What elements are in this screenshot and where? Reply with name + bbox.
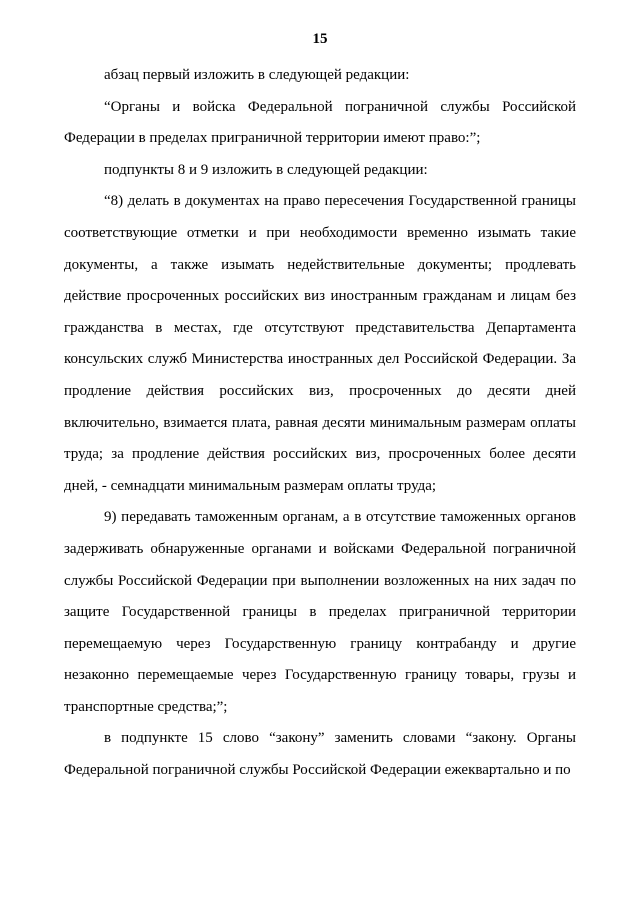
paragraph-abzac-instruction: абзац первый изложить в следующей редакции: xyxy=(104,67,410,83)
paragraph-podpunkty-instruction: подпункты 8 и 9 изложить в следующей редакции: xyxy=(104,161,428,178)
document-body xyxy=(64,60,576,787)
page-number: 15 xyxy=(312,31,328,47)
paragraph-item-9: 9) передавать таможенным органам, а в отсутствие таможенных органов задерживать обнаруженные органами и войсками Федеральной пограничной службы Российской Федерации при выполнении возложенных на них задач по защите Государственной границы в пределах приграничной территории перемещаемую через Государственную границу контрабанду и другие незаконно перемещаемые через Государственную границу товары, грузы и транспортные средства;”; xyxy=(64,509,576,715)
paragraph-organy-pravo: “Органы и войска Федеральной пограничной службы Российской Федерации в пределах приграничной территории имеют право:”; xyxy=(64,98,576,147)
paragraph-podpunkt-15: в подпункте 15 слово “закону” заменить словами “закону. Органы Федеральной пограничной службы Российской Федерации ежеквартально и по xyxy=(64,730,576,779)
paragraph-item-8: “8) делать в документах на право пересечения Государственной границы соответствующие отметки и при необходимости временно изымать такие документы, а также изымать недействительные документы; продлевать действие просроченных российских виз иностранным гражданам и лицам без гражданства в местах, где отсутствуют представительства Департамента консульских служб Министерства иностранных дел Российской Федерации. За продление действия российских виз, просроченных до десяти дней включительно, взимается плата, равная десяти минимальным размерам оплаты труда; за продление действия российских виз, просроченных более десяти дней, - семнадцати минимальным размерам оплаты труда; xyxy=(64,193,576,494)
